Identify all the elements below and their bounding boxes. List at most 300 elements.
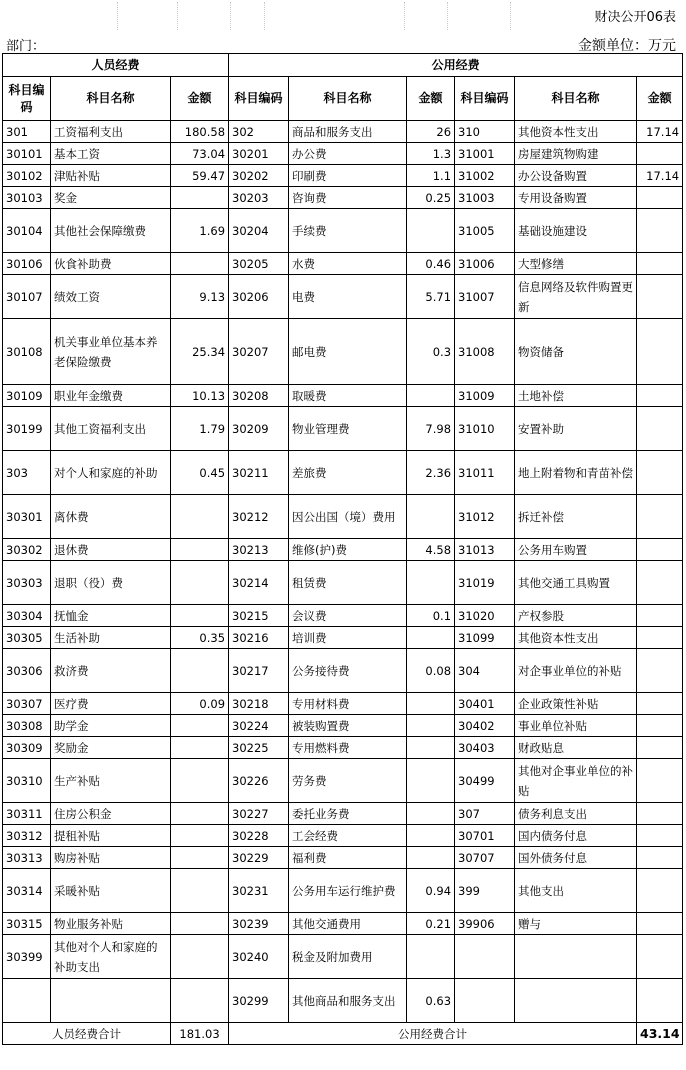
name-cell: 物业服务补贴 — [51, 913, 171, 935]
table-row — [3, 385, 683, 407]
amount-cell: 1.79 — [171, 407, 229, 451]
name-cell: 机关事业单位基本养老保险缴费 — [51, 319, 171, 385]
code-cell: 30239 — [229, 913, 289, 935]
amount-cell — [407, 627, 455, 649]
name-cell: 国外债务付息 — [515, 847, 637, 869]
name-cell: 津贴补贴 — [51, 165, 171, 187]
code-cell: 31010 — [455, 407, 515, 451]
code-cell: 30214 — [229, 561, 289, 605]
code-cell: 31001 — [455, 143, 515, 165]
name-cell: 其他社会保障缴费 — [51, 209, 171, 253]
unit-label: 金额单位：万元 — [578, 38, 676, 54]
code-cell: 310 — [455, 121, 515, 143]
code-cell — [3, 979, 51, 1023]
amount-cell — [637, 539, 683, 561]
name-cell: 安置补助 — [515, 407, 637, 451]
name-cell: 救济费 — [51, 649, 171, 693]
name-cell: 差旅费 — [289, 451, 407, 495]
name-cell: 土地补偿 — [515, 385, 637, 407]
amount-cell: 0.1 — [407, 605, 455, 627]
col-header-code: 科目编码 — [3, 77, 51, 121]
name-cell: 基本工资 — [51, 143, 171, 165]
name-cell: 电费 — [289, 275, 407, 319]
name-cell: 物业管理费 — [289, 407, 407, 451]
table-row — [3, 495, 683, 539]
name-cell: 财政贴息 — [515, 737, 637, 759]
code-cell: 30204 — [229, 209, 289, 253]
name-cell: 印刷费 — [289, 165, 407, 187]
amount-cell — [171, 847, 229, 869]
col-header-amount: 金额 — [171, 77, 229, 121]
amount-cell — [637, 451, 683, 495]
amount-cell — [637, 869, 683, 913]
code-cell: 30216 — [229, 627, 289, 649]
code-cell: 30211 — [229, 451, 289, 495]
amount-cell — [637, 495, 683, 539]
col-header-name: 科目名称 — [515, 77, 637, 121]
name-cell: 其他工资福利支出 — [51, 407, 171, 451]
table-row — [3, 803, 683, 825]
code-cell: 30205 — [229, 253, 289, 275]
table-row — [3, 539, 683, 561]
name-cell: 企业政策性补贴 — [515, 693, 637, 715]
code-cell: 30302 — [3, 539, 51, 561]
code-cell: 30202 — [229, 165, 289, 187]
table-row — [3, 451, 683, 495]
name-cell: 地上附着物和青苗补偿 — [515, 451, 637, 495]
name-cell: 绩效工资 — [51, 275, 171, 319]
col-header-amount: 金额 — [407, 77, 455, 121]
code-cell: 301 — [3, 121, 51, 143]
name-cell: 提租补贴 — [51, 825, 171, 847]
table-row — [3, 737, 683, 759]
amount-cell — [171, 715, 229, 737]
code-cell: 303 — [3, 451, 51, 495]
code-cell: 30101 — [3, 143, 51, 165]
code-cell: 30304 — [3, 605, 51, 627]
name-cell: 退职（役）费 — [51, 561, 171, 605]
code-cell: 30103 — [3, 187, 51, 209]
name-cell — [515, 979, 637, 1023]
amount-cell — [171, 913, 229, 935]
name-cell: 专用燃料费 — [289, 737, 407, 759]
code-cell: 30212 — [229, 495, 289, 539]
code-cell: 31003 — [455, 187, 515, 209]
name-cell: 其他交通工具购置 — [515, 561, 637, 605]
amount-cell — [407, 935, 455, 979]
name-cell: 伙食补助费 — [51, 253, 171, 275]
col-header-name: 科目名称 — [289, 77, 407, 121]
name-cell: 邮电费 — [289, 319, 407, 385]
table-row — [3, 165, 683, 187]
name-cell: 奖金 — [51, 187, 171, 209]
table-row — [3, 187, 683, 209]
code-cell: 307 — [455, 803, 515, 825]
code-cell: 30203 — [229, 187, 289, 209]
name-cell: 国内债务付息 — [515, 825, 637, 847]
amount-cell: 0.3 — [407, 319, 455, 385]
code-cell: 30305 — [3, 627, 51, 649]
amount-cell: 25.34 — [171, 319, 229, 385]
amount-cell: 7.98 — [407, 407, 455, 451]
code-cell: 30403 — [455, 737, 515, 759]
name-cell: 水费 — [289, 253, 407, 275]
code-cell: 31008 — [455, 319, 515, 385]
group-header-personnel: 人员经费 — [3, 54, 229, 77]
name-cell: 税金及附加费用 — [289, 935, 407, 979]
amount-cell: 0.45 — [171, 451, 229, 495]
code-cell: 30499 — [455, 759, 515, 803]
table-row — [3, 649, 683, 693]
amount-cell: 10.13 — [171, 385, 229, 407]
name-cell: 维修(护)费 — [289, 539, 407, 561]
amount-cell — [637, 319, 683, 385]
public-total-label: 公用经费合计 — [229, 1023, 637, 1045]
code-cell: 30303 — [3, 561, 51, 605]
amount-cell: 0.35 — [171, 627, 229, 649]
code-cell: 30217 — [229, 649, 289, 693]
name-cell: 大型修缮 — [515, 253, 637, 275]
name-cell: 债务利息支出 — [515, 803, 637, 825]
code-cell: 30301 — [3, 495, 51, 539]
name-cell: 商品和服务支出 — [289, 121, 407, 143]
code-cell: 30240 — [229, 935, 289, 979]
name-cell: 退休费 — [51, 539, 171, 561]
name-cell: 专用材料费 — [289, 693, 407, 715]
code-cell: 30106 — [3, 253, 51, 275]
name-cell: 信息网络及软件购置更新 — [515, 275, 637, 319]
table-row — [3, 715, 683, 737]
code-cell: 30299 — [229, 979, 289, 1023]
amount-cell — [171, 737, 229, 759]
amount-cell: 17.14 — [637, 121, 683, 143]
name-cell: 其他对企事业单位的补贴 — [515, 759, 637, 803]
code-cell: 30213 — [229, 539, 289, 561]
code-cell: 30310 — [3, 759, 51, 803]
name-cell: 奖励金 — [51, 737, 171, 759]
amount-cell — [637, 913, 683, 935]
amount-cell — [171, 605, 229, 627]
name-cell: 产权参股 — [515, 605, 637, 627]
expense-table — [2, 53, 683, 1045]
code-cell: 31019 — [455, 561, 515, 605]
amount-cell: 0.09 — [171, 693, 229, 715]
name-cell: 采暖补贴 — [51, 869, 171, 913]
code-cell: 30207 — [229, 319, 289, 385]
name-cell: 赠与 — [515, 913, 637, 935]
table-row — [3, 693, 683, 715]
amount-cell — [637, 209, 683, 253]
amount-cell: 1.1 — [407, 165, 455, 187]
name-cell: 租赁费 — [289, 561, 407, 605]
code-cell: 30208 — [229, 385, 289, 407]
code-cell: 31005 — [455, 209, 515, 253]
table-row — [3, 253, 683, 275]
amount-cell: 5.71 — [407, 275, 455, 319]
code-cell: 31012 — [455, 495, 515, 539]
code-cell: 30311 — [3, 803, 51, 825]
amount-cell — [637, 693, 683, 715]
code-cell: 30209 — [229, 407, 289, 451]
name-cell: 工资福利支出 — [51, 121, 171, 143]
col-header-code: 科目编码 — [229, 77, 289, 121]
amount-cell: 0.21 — [407, 913, 455, 935]
code-cell: 30402 — [455, 715, 515, 737]
code-cell: 30701 — [455, 825, 515, 847]
code-cell: 30399 — [3, 935, 51, 979]
amount-cell — [407, 737, 455, 759]
name-cell: 因公出国（境）费用 — [289, 495, 407, 539]
name-cell: 其他支出 — [515, 869, 637, 913]
amount-cell — [171, 495, 229, 539]
code-cell: 30102 — [3, 165, 51, 187]
amount-cell — [407, 759, 455, 803]
code-cell: 30109 — [3, 385, 51, 407]
name-cell: 物资储备 — [515, 319, 637, 385]
amount-cell — [171, 869, 229, 913]
name-cell: 其他交通费用 — [289, 913, 407, 935]
amount-cell: 0.46 — [407, 253, 455, 275]
table-row — [3, 979, 683, 1023]
code-cell: 30206 — [229, 275, 289, 319]
amount-cell — [171, 803, 229, 825]
amount-cell — [637, 737, 683, 759]
name-cell — [515, 935, 637, 979]
name-cell: 医疗费 — [51, 693, 171, 715]
code-cell — [455, 979, 515, 1023]
code-cell: 30228 — [229, 825, 289, 847]
amount-cell — [171, 759, 229, 803]
col-header-code: 科目编码 — [455, 77, 515, 121]
code-cell: 30401 — [455, 693, 515, 715]
table-body — [3, 121, 683, 1023]
code-cell: 31009 — [455, 385, 515, 407]
code-cell: 30107 — [3, 275, 51, 319]
code-cell: 30229 — [229, 847, 289, 869]
amount-cell — [637, 627, 683, 649]
amount-cell: 17.14 — [637, 165, 683, 187]
code-cell: 31011 — [455, 451, 515, 495]
amount-cell: 26 — [407, 121, 455, 143]
personnel-total-label: 人员经费合计 — [3, 1023, 171, 1045]
name-cell: 取暖费 — [289, 385, 407, 407]
amount-cell — [407, 825, 455, 847]
code-cell: 30108 — [3, 319, 51, 385]
code-cell: 30306 — [3, 649, 51, 693]
code-cell: 30199 — [3, 407, 51, 451]
name-cell: 住房公积金 — [51, 803, 171, 825]
top-grid-lines — [2, 2, 682, 30]
table-row — [3, 561, 683, 605]
code-cell: 30313 — [3, 847, 51, 869]
name-cell: 购房补贴 — [51, 847, 171, 869]
code-cell: 31002 — [455, 165, 515, 187]
table-row — [3, 825, 683, 847]
name-cell: 劳务费 — [289, 759, 407, 803]
name-cell: 福利费 — [289, 847, 407, 869]
name-cell: 事业单位补贴 — [515, 715, 637, 737]
amount-cell: 1.69 — [171, 209, 229, 253]
group-header-public: 公用经费 — [229, 54, 683, 77]
amount-cell — [637, 275, 683, 319]
name-cell: 离休费 — [51, 495, 171, 539]
public-total-amount: 43.14 — [637, 1023, 683, 1045]
name-cell: 职业年金缴费 — [51, 385, 171, 407]
name-cell: 拆迁补偿 — [515, 495, 637, 539]
amount-cell — [407, 693, 455, 715]
amount-cell — [637, 407, 683, 451]
amount-cell — [171, 561, 229, 605]
amount-cell — [637, 187, 683, 209]
amount-cell — [171, 825, 229, 847]
name-cell: 办公费 — [289, 143, 407, 165]
name-cell: 生活补助 — [51, 627, 171, 649]
amount-cell — [407, 385, 455, 407]
name-cell: 被装购置费 — [289, 715, 407, 737]
amount-cell: 4.58 — [407, 539, 455, 561]
code-cell: 30218 — [229, 693, 289, 715]
table-row — [3, 847, 683, 869]
name-cell: 会议费 — [289, 605, 407, 627]
amount-cell — [637, 143, 683, 165]
name-cell: 手续费 — [289, 209, 407, 253]
name-cell: 助学金 — [51, 715, 171, 737]
table-row — [3, 209, 683, 253]
amount-cell: 73.04 — [171, 143, 229, 165]
code-cell: 30315 — [3, 913, 51, 935]
amount-cell — [637, 825, 683, 847]
code-cell: 30104 — [3, 209, 51, 253]
code-cell: 30226 — [229, 759, 289, 803]
code-cell: 30312 — [3, 825, 51, 847]
table-row — [3, 913, 683, 935]
code-cell: 30307 — [3, 693, 51, 715]
name-cell: 其他资本性支出 — [515, 121, 637, 143]
name-cell: 其他商品和服务支出 — [289, 979, 407, 1023]
code-cell: 304 — [455, 649, 515, 693]
code-cell: 39906 — [455, 913, 515, 935]
amount-cell — [171, 935, 229, 979]
table-row — [3, 143, 683, 165]
name-cell: 公务接待费 — [289, 649, 407, 693]
code-cell: 30224 — [229, 715, 289, 737]
amount-cell — [637, 847, 683, 869]
amount-cell — [637, 253, 683, 275]
table-row — [3, 319, 683, 385]
amount-cell — [171, 187, 229, 209]
amount-cell — [637, 935, 683, 979]
amount-cell: 0.94 — [407, 869, 455, 913]
name-cell: 其他对个人和家庭的补助支出 — [51, 935, 171, 979]
name-cell: 办公设备购置 — [515, 165, 637, 187]
amount-cell — [407, 847, 455, 869]
department-label: 部门： — [6, 39, 46, 54]
table-row — [3, 407, 683, 451]
code-cell: 31013 — [455, 539, 515, 561]
amount-cell — [637, 385, 683, 407]
amount-cell — [407, 803, 455, 825]
name-cell: 生产补贴 — [51, 759, 171, 803]
table-row — [3, 121, 683, 143]
amount-cell: 9.13 — [171, 275, 229, 319]
code-cell: 30231 — [229, 869, 289, 913]
code-cell: 31007 — [455, 275, 515, 319]
code-cell: 31020 — [455, 605, 515, 627]
table-row — [3, 935, 683, 979]
table-row — [3, 275, 683, 319]
code-cell: 30215 — [229, 605, 289, 627]
name-cell: 培训费 — [289, 627, 407, 649]
amount-cell — [407, 715, 455, 737]
table-row — [3, 605, 683, 627]
amount-cell — [637, 979, 683, 1023]
code-cell: 399 — [455, 869, 515, 913]
col-header-amount: 金额 — [637, 77, 683, 121]
code-cell: 30225 — [229, 737, 289, 759]
amount-cell: 0.25 — [407, 187, 455, 209]
amount-cell — [637, 803, 683, 825]
code-cell: 30314 — [3, 869, 51, 913]
table-row — [3, 869, 683, 913]
amount-cell — [171, 979, 229, 1023]
table-row — [3, 759, 683, 803]
amount-cell: 0.63 — [407, 979, 455, 1023]
code-cell — [455, 935, 515, 979]
name-cell: 专用设备购置 — [515, 187, 637, 209]
amount-cell — [407, 495, 455, 539]
amount-cell: 59.47 — [171, 165, 229, 187]
amount-cell: 0.08 — [407, 649, 455, 693]
name-cell: 咨询费 — [289, 187, 407, 209]
code-cell: 30201 — [229, 143, 289, 165]
amount-cell: 2.36 — [407, 451, 455, 495]
table-row — [3, 627, 683, 649]
name-cell: 抚恤金 — [51, 605, 171, 627]
name-cell: 对企事业单位的补贴 — [515, 649, 637, 693]
amount-cell — [637, 561, 683, 605]
col-header-name: 科目名称 — [51, 77, 171, 121]
name-cell: 房屋建筑物购建 — [515, 143, 637, 165]
amount-cell — [407, 561, 455, 605]
amount-cell — [407, 209, 455, 253]
form-number: 财决公开06表 — [594, 10, 676, 25]
amount-cell: 1.3 — [407, 143, 455, 165]
code-cell: 30308 — [3, 715, 51, 737]
code-cell: 31006 — [455, 253, 515, 275]
amount-cell — [637, 759, 683, 803]
code-cell: 302 — [229, 121, 289, 143]
amount-cell — [171, 539, 229, 561]
name-cell: 委托业务费 — [289, 803, 407, 825]
personnel-total-amount: 181.03 — [171, 1023, 229, 1045]
amount-cell — [637, 715, 683, 737]
amount-cell — [637, 649, 683, 693]
amount-cell: 180.58 — [171, 121, 229, 143]
name-cell: 对个人和家庭的补助 — [51, 451, 171, 495]
name-cell: 工会经费 — [289, 825, 407, 847]
amount-cell — [637, 605, 683, 627]
amount-cell — [171, 649, 229, 693]
code-cell: 31099 — [455, 627, 515, 649]
code-cell: 30707 — [455, 847, 515, 869]
name-cell: 其他资本性支出 — [515, 627, 637, 649]
name-cell: 基础设施建设 — [515, 209, 637, 253]
name-cell: 公务用车购置 — [515, 539, 637, 561]
name-cell — [51, 979, 171, 1023]
amount-cell — [171, 253, 229, 275]
code-cell: 30227 — [229, 803, 289, 825]
name-cell: 公务用车运行维护费 — [289, 869, 407, 913]
